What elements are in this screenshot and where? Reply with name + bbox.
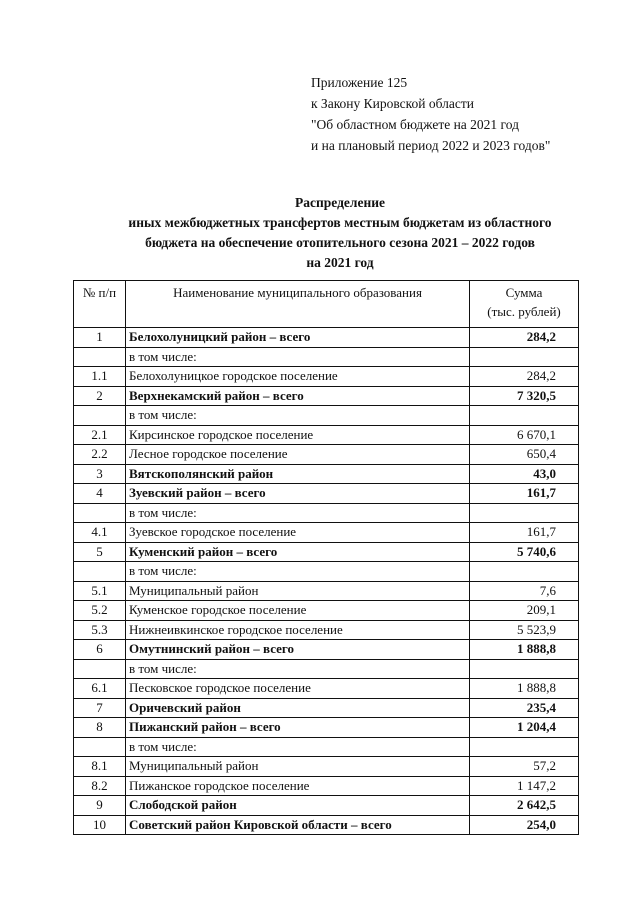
row-name-cell: Лесное городское поселение (126, 445, 470, 465)
row-value-cell (470, 406, 579, 426)
table-row (74, 796, 579, 816)
header-sum (470, 281, 579, 328)
transfers-table (73, 280, 579, 835)
row-name-cell: в том числе: (126, 347, 470, 367)
table-row (74, 581, 579, 601)
row-num-cell: 1 (74, 328, 126, 348)
row-num-cell: 5.1 (74, 581, 126, 601)
table-row (74, 620, 579, 640)
row-num-cell: 5 (74, 542, 126, 562)
row-name-cell: Верхнекамский район – всего (126, 386, 470, 406)
row-value-cell: 161,7 (470, 523, 579, 543)
row-num-cell: 8 (74, 718, 126, 738)
table-row (74, 659, 579, 679)
row-num-cell: 6.1 (74, 679, 126, 699)
header-num: № п/п (74, 281, 126, 328)
table-row (74, 464, 579, 484)
table-row (74, 698, 579, 718)
row-value-cell (470, 347, 579, 367)
row-name-cell: Белохолуницкий район – всего (126, 328, 470, 348)
table-row (74, 679, 579, 699)
row-value-cell: 650,4 (470, 445, 579, 465)
table-row (74, 776, 579, 796)
row-name-cell: Зуевский район – всего (126, 484, 470, 504)
row-name-cell: в том числе: (126, 659, 470, 679)
table-row (74, 347, 579, 367)
title-line: на 2021 год (306, 255, 374, 270)
row-value-cell (470, 503, 579, 523)
header-sum-line1: Сумма (505, 285, 543, 300)
table-row (74, 601, 579, 621)
table-row (74, 484, 579, 504)
table-row (74, 562, 579, 582)
row-name-cell: Белохолуницкое городское поселение (126, 367, 470, 387)
row-name-cell: Нижнеивкинское городское поселение (126, 620, 470, 640)
row-num-cell: 1.1 (74, 367, 126, 387)
row-num-cell: 6 (74, 640, 126, 660)
table-row (74, 367, 579, 387)
table-row (74, 386, 579, 406)
table-row (74, 406, 579, 426)
row-name-cell: Пижанское городское поселение (126, 776, 470, 796)
row-name-cell: Оричевский район (126, 698, 470, 718)
table-row (74, 640, 579, 660)
appendix-line: Приложение 125 (311, 75, 408, 90)
row-value-cell: 1 888,8 (470, 679, 579, 699)
row-name-cell: в том числе: (126, 406, 470, 426)
row-name-cell: в том числе: (126, 737, 470, 757)
row-name-cell: в том числе: (126, 562, 470, 582)
table-row (74, 737, 579, 757)
row-num-cell: 2.2 (74, 445, 126, 465)
row-num-cell: 4.1 (74, 523, 126, 543)
row-value-cell (470, 562, 579, 582)
row-value-cell: 1 888,8 (470, 640, 579, 660)
row-name-cell: Вятскополянский район (126, 464, 470, 484)
table-row (74, 523, 579, 543)
table-header-row (74, 281, 579, 328)
row-name-cell: в том числе: (126, 503, 470, 523)
row-value-cell: 2 642,5 (470, 796, 579, 816)
row-value-cell: 6 670,1 (470, 425, 579, 445)
document-title (60, 193, 620, 273)
title-line: бюджета на обеспечение отопительного сезона 2021 – 2022 годов (145, 235, 535, 250)
row-num-cell (74, 347, 126, 367)
row-value-cell: 1 147,2 (470, 776, 579, 796)
row-value-cell: 284,2 (470, 367, 579, 387)
row-num-cell (74, 659, 126, 679)
row-num-cell: 2.1 (74, 425, 126, 445)
row-name-cell: Омутнинский район – всего (126, 640, 470, 660)
table-row (74, 503, 579, 523)
row-name-cell: Песковское городское поселение (126, 679, 470, 699)
row-name-cell: Советский район Кировской области – всего (126, 815, 470, 835)
row-num-cell: 9 (74, 796, 126, 816)
row-num-cell: 4 (74, 484, 126, 504)
table-row (74, 328, 579, 348)
row-value-cell: 209,1 (470, 601, 579, 621)
appendix-line: "Об областном бюджете на 2021 год (311, 117, 519, 132)
row-num-cell: 10 (74, 815, 126, 835)
table-row (74, 815, 579, 835)
row-num-cell: 5.3 (74, 620, 126, 640)
table-body (74, 328, 579, 835)
row-value-cell: 7 320,5 (470, 386, 579, 406)
row-num-cell (74, 562, 126, 582)
row-num-cell: 2 (74, 386, 126, 406)
table-row (74, 425, 579, 445)
row-num-cell (74, 406, 126, 426)
appendix-block (311, 72, 550, 156)
row-name-cell: Пижанский район – всего (126, 718, 470, 738)
row-value-cell: 1 204,4 (470, 718, 579, 738)
row-num-cell (74, 503, 126, 523)
header-name: Наименование муниципального образования (126, 281, 470, 328)
row-name-cell: Муниципальный район (126, 581, 470, 601)
row-value-cell: 57,2 (470, 757, 579, 777)
row-name-cell: Муниципальный район (126, 757, 470, 777)
header-sum-line2: (тыс. рублей) (487, 304, 561, 319)
row-value-cell: 7,6 (470, 581, 579, 601)
row-value-cell: 43,0 (470, 464, 579, 484)
row-num-cell (74, 737, 126, 757)
row-value-cell: 5 523,9 (470, 620, 579, 640)
title-line: иных межбюджетных трансфертов местным бюджетам из областного (128, 215, 552, 230)
table-row (74, 757, 579, 777)
row-name-cell: Куменское городское поселение (126, 601, 470, 621)
row-num-cell: 8.1 (74, 757, 126, 777)
row-value-cell (470, 659, 579, 679)
row-num-cell: 7 (74, 698, 126, 718)
row-name-cell: Кирсинское городское поселение (126, 425, 470, 445)
appendix-line: к Закону Кировской области (311, 96, 475, 111)
row-value-cell: 161,7 (470, 484, 579, 504)
row-value-cell: 284,2 (470, 328, 579, 348)
appendix-line: и на плановый период 2022 и 2023 годов" (311, 138, 551, 153)
row-num-cell: 3 (74, 464, 126, 484)
row-name-cell: Слободской район (126, 796, 470, 816)
row-value-cell (470, 737, 579, 757)
table-row (74, 445, 579, 465)
row-value-cell: 235,4 (470, 698, 579, 718)
row-value-cell: 254,0 (470, 815, 579, 835)
row-name-cell: Зуевское городское поселение (126, 523, 470, 543)
row-name-cell: Куменский район – всего (126, 542, 470, 562)
title-line: Распределение (294, 195, 386, 210)
table-row (74, 542, 579, 562)
row-num-cell: 5.2 (74, 601, 126, 621)
row-value-cell: 5 740,6 (470, 542, 579, 562)
table-row (74, 718, 579, 738)
row-num-cell: 8.2 (74, 776, 126, 796)
